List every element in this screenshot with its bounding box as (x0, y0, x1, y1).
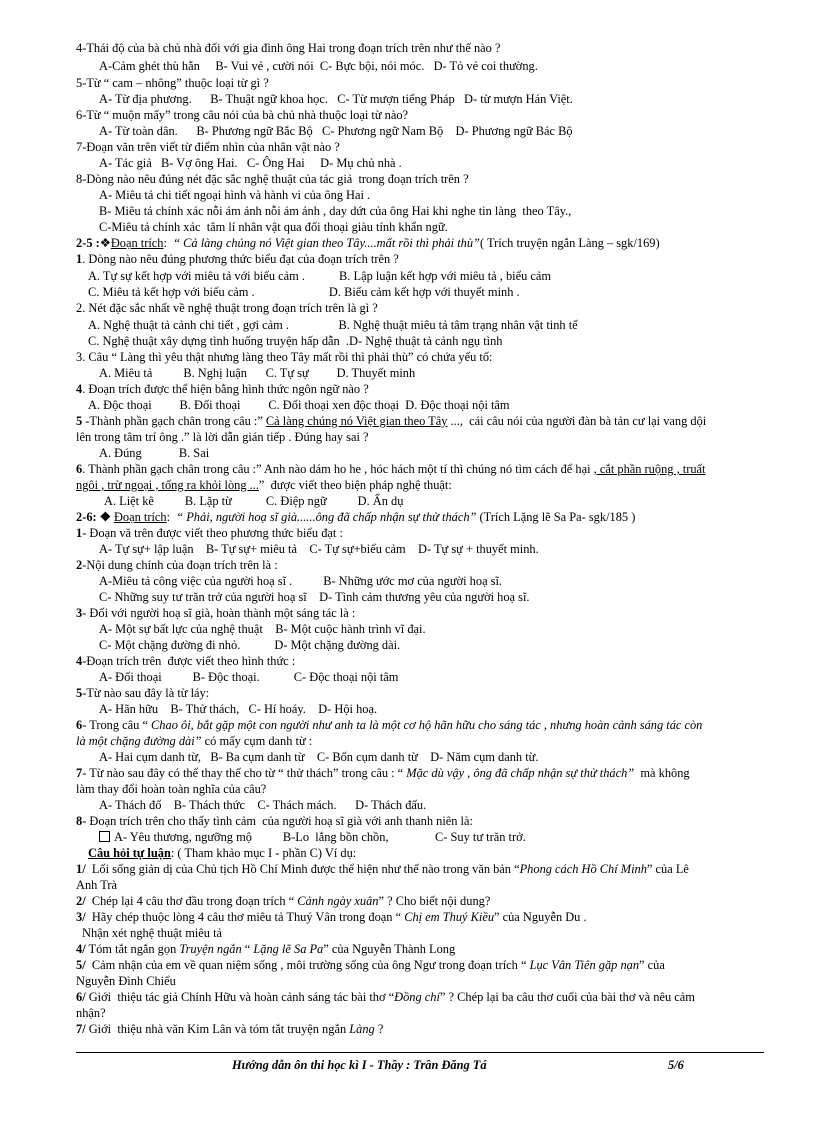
text-run: ” ? Cho biết nội dung? (378, 894, 491, 908)
text-line (76, 525, 343, 541)
text-run: Mặc dù vậy , ông đã chấp nhận sự thử thách” (406, 766, 635, 780)
text-line (99, 58, 538, 74)
text-run: Truyện ngắn (179, 942, 242, 956)
text-line (99, 541, 539, 557)
text-run: 1 (76, 526, 83, 540)
text-line (88, 845, 356, 861)
text-run: C-Miêu tả chính xác tâm lí nhân vật qua đối thoại giàu tính khẩn ngữ. (99, 220, 448, 234)
text-run: A- Tự sự+ lập luận B- Tự sự+ miêu tả C- Tự sự+biểu cảm D- Tự sự + thuyết minh. (99, 542, 539, 556)
text-line (76, 40, 500, 56)
text-line (99, 589, 530, 605)
text-run: A. Miêu tả B. Nghị luận C. Tự sự D. Thuyết minh (99, 366, 416, 380)
text-line (99, 123, 573, 139)
text-run: ” của Nguyễn Du . (494, 910, 587, 924)
text-run: Lặng lẽ Sa Pa (253, 942, 324, 956)
footer-title: Hướng dẫn ôn thi học kì I - Thầy : Trần Đăng Tá (232, 1058, 487, 1072)
text-line (99, 669, 398, 685)
text-run: 7-Đoạn văn trên viết từ điểm nhìn của nhân vật nào ? (76, 140, 340, 154)
text-run: Cảnh ngày xuân (297, 894, 379, 908)
text-line (76, 941, 455, 957)
text-run: : ( Tham khảo mục I - phần C) Ví dụ: (170, 846, 357, 860)
text-run: Cả làng chúng nó Việt gian theo Tây (265, 414, 448, 428)
text-run: ngôi , trừ ngoại , tống ra khỏi lòng ... (76, 478, 259, 492)
text-run: 4 (76, 654, 83, 668)
text-run: Câu hỏi tự luận (88, 846, 171, 860)
text-run: 2-6: ❖ (76, 510, 114, 524)
text-line (76, 909, 587, 925)
text-run: (Trích Lặng lẽ Sa Pa- sgk/185 ) (476, 510, 636, 524)
text-line (76, 717, 702, 733)
text-run: 8-Dòng nào nêu đúng nét đặc sắc nghệ thuật của tác giả trong đoạn trích trên ? (76, 172, 469, 186)
text-run: , cắt phần ruộng , truất (593, 462, 706, 476)
text-run: ” của Nguyễn Thành Long (323, 942, 456, 956)
text-run: A- Một sự bất lực của nghệ thuật B- Một cuộc hành trình vĩ đại. (99, 622, 426, 636)
text-run: A. Đúng B. Sai (99, 446, 210, 460)
text-run: -Nội dung chính của đoạn trích trên là : (82, 558, 278, 572)
text-line (76, 813, 473, 829)
text-line (76, 989, 695, 1005)
text-run: -Thành phần gạch chân trong câu :” (82, 414, 266, 428)
text-run: 2 (76, 558, 83, 572)
text-run: 6 (76, 462, 83, 476)
text-line (76, 765, 690, 781)
text-line (99, 829, 526, 845)
text-run: Lục Vân Tiên gặp nạn (529, 958, 640, 972)
text-run: Hãy chép thuộc lòng 4 câu thơ miêu tả Thuý Vân trong đoạn “ (85, 910, 405, 924)
text-line (76, 1005, 106, 1021)
text-run: 1 (76, 252, 83, 266)
text-run: ( Trích truyện ngắn Làng – sgk/169) (479, 236, 660, 250)
text-run: 5-Từ “ cam – nhông” thuộc loại từ gì ? (76, 76, 269, 90)
text-run: 4 (76, 382, 83, 396)
text-run: 5 (76, 686, 83, 700)
text-run: nhận? (76, 1006, 106, 1020)
text-line (76, 605, 355, 621)
text-run: Lối sống giản dị của Chủ tịch Hồ Chí Minh được thể hiện như thế nào trong văn bản “ (85, 862, 520, 876)
text-run: làm thay đổi hoàn toàn nghĩa của câu? (76, 782, 267, 796)
text-run: A. Nghệ thuật tả cảnh chi tiết , gợi cảm . B. Nghệ thuật miêu tả tâm trạng nhân vật tinh tế (88, 318, 578, 332)
text-run: . Thành phần gạch chân trong câu :” Anh nào dám ho he , hóc hách một tí thì chúng nó tìm cách để hại (82, 462, 594, 476)
text-run: A-Cảm ghét thù hằn B- Vui vẻ , cười nói C- Bực bội, nói móc. D- Tỏ vẻ coi thường. (99, 59, 538, 73)
text-run: 2-5 : (76, 236, 100, 250)
text-run: . Dòng nào nêu đúng phương thức biểu đạt của đoạn trích trên ? (82, 252, 399, 266)
text-run: A- Yêu thương, ngưỡng mộ B-Lo lắng bồn chồn, C- Suy tư trăn trở. (114, 830, 526, 844)
text-line (99, 701, 377, 717)
text-run: A- Hãn hữu B- Thử thách, C- Hí hoáy. D- Hội hoạ. (99, 702, 378, 716)
text-line (88, 333, 503, 349)
text-run: ..., cái câu nói của người đàn bà tản cư lại vang dội (447, 414, 707, 428)
text-run: A- Từ toàn dân. B- Phương ngữ Bắc Bộ C- Phương ngữ Nam Bộ D- Phương ngữ Bác Bộ (99, 124, 573, 138)
text-run: 4-Thái độ của bà chủ nhà đối với gia đình ông Hai trong đoạn trích trên như thế nào ? (76, 41, 501, 55)
text-line (76, 75, 269, 91)
text-run: A- Hai cụm danh từ, B- Ba cụm danh từ C- Bốn cụm danh từ D- Năm cụm danh từ. (99, 750, 539, 764)
text-run: A- Từ địa phương. B- Thuật ngữ khoa học. C- Từ mượn tiếng Pháp D- từ mượn Hán Việt. (99, 92, 573, 106)
text-run: C. Nghệ thuật xây dựng tình huống truyện hấp dẫn .D- Nghệ thuật tả cảnh ngụ tình (88, 334, 503, 348)
text-run: - Từ nào sau đây có thể thay thế cho từ “ thử thách” trong câu : “ (82, 766, 407, 780)
text-run: -Đoạn trích trên được viết theo hình thức : (82, 654, 296, 668)
text-run: Chao ôi, bắt gặp một con người như anh ta là một cơ hộ hãn hữu cho sáng tác , nhưng hoàn cảnh sáng tác còn (151, 718, 703, 732)
footer-divider (76, 1052, 764, 1053)
text-run: 8 (76, 814, 83, 828)
text-run: 5 (76, 414, 83, 428)
text-run: “ (241, 942, 254, 956)
text-line (99, 573, 502, 589)
text-line (76, 251, 399, 267)
text-line (99, 621, 426, 637)
text-run: A. Độc thoại B. Đối thoại C. Đối thoại xen độc thoại D. Độc thoại nội tâm (88, 398, 510, 412)
text-line (88, 268, 551, 284)
text-run: - Đoạn trích trên cho thấy tình cảm của người hoạ sĩ già với anh thanh niên là: (82, 814, 473, 828)
text-run: Cảm nhận của em về quan niệm sống , môi trường sống của ông Ngư trong đoạn trích “ (85, 958, 530, 972)
text-run: 7/ (76, 1022, 86, 1036)
text-line (76, 461, 705, 477)
text-line (99, 749, 538, 765)
text-line (99, 187, 370, 203)
text-line (99, 91, 573, 107)
text-line (88, 397, 510, 413)
text-run: 2. Nét đặc sắc nhất về nghệ thuật trong đoạn trích trên là gì ? (76, 301, 378, 315)
text-line (76, 973, 176, 989)
footer-page-number: 5/6 (668, 1058, 684, 1072)
text-run: A- Thách đố B- Thách thức C- Thách mách. D- Thách đấu. (99, 798, 427, 812)
text-run: Đoạn trích (110, 236, 164, 250)
text-line (76, 300, 378, 316)
text-line (76, 171, 469, 187)
text-line (99, 637, 400, 653)
text-run: có mấy cụm danh từ : (201, 734, 313, 748)
text-line (99, 219, 448, 235)
text-line (76, 877, 117, 893)
text-run: Giới thiệu nhà văn Kim Lân và tóm tắt truyện ngắn (85, 1022, 350, 1036)
text-run: “ Cả làng chúng nó Việt gian theo Tây....mất rồi thì phải thù” (173, 236, 480, 250)
text-line (88, 317, 578, 333)
text-line (76, 477, 452, 493)
text-line (76, 107, 408, 123)
text-run: C- Những suy tư trăn trở của người hoạ sĩ D- Tình cảm thương yêu của người hoạ sĩ. (99, 590, 530, 604)
text-run: A-Miêu tả công việc của người hoạ sĩ . B- Những ước mơ của người hoạ sĩ. (99, 574, 503, 588)
checkbox-icon (99, 831, 110, 842)
text-run: A. Liệt kê B. Lặp từ C. Điệp ngữ D. Ẩn dụ (104, 494, 404, 508)
text-run: Làng (349, 1022, 375, 1036)
text-run: 6-Từ “ muộn mấy” trong câu nói của bà chủ nhà thuộc loại từ nào? (76, 108, 409, 122)
text-run: - Đoạn vă trên được viết theo phương thức biểu đạt : (82, 526, 343, 540)
text-run: Anh Trà (76, 878, 117, 892)
text-run: “ Phải, người hoạ sĩ già......ông đã chấp nhận sự thử thách” (176, 510, 477, 524)
text-run: là một chặng đường dài” (76, 734, 202, 748)
text-line (76, 733, 312, 749)
text-run: : (166, 510, 177, 524)
text-run: Tóm tắt ngắn gọn (85, 942, 180, 956)
text-run: ” được viết theo biện pháp nghệ thuật: (258, 478, 452, 492)
text-run: 3/ (76, 910, 86, 924)
text-line (76, 893, 490, 909)
text-run: 7 (76, 766, 83, 780)
text-line (76, 509, 635, 525)
text-run: C. Miêu tả kết hợp với biểu cảm . D. Biểu cảm kết hợp với thuyết minh . (88, 285, 520, 299)
text-line (99, 797, 426, 813)
text-run: 5/ (76, 958, 86, 972)
text-line (76, 781, 266, 797)
text-run: - Đối với người hoạ sĩ già, hoàn thành một sáng tác là : (82, 606, 356, 620)
text-run: Nhận xét nghệ thuật miêu tả (82, 926, 223, 940)
text-run: 4/ (76, 942, 86, 956)
text-line (76, 413, 706, 429)
text-run: ” của (639, 958, 665, 972)
text-run: 1/ (76, 862, 86, 876)
text-line (99, 155, 402, 171)
text-run: mà không (634, 766, 690, 780)
text-run: Chép lại 4 câu thơ đầu trong đoạn trích “ (85, 894, 298, 908)
text-run: ? (374, 1022, 384, 1036)
text-run: - Trong câu “ (82, 718, 152, 732)
text-line (76, 1021, 383, 1037)
text-line (76, 957, 665, 973)
text-line (99, 445, 209, 461)
text-line (99, 203, 571, 219)
text-run: C- Một chặng đường đi nhỏ. D- Một chặng đường dài. (99, 638, 401, 652)
text-run: 3 (76, 606, 83, 620)
text-line (76, 653, 295, 669)
text-run: ” ? Chép lại ba câu thơ cuối của bài thơ và nêu cảm (439, 990, 695, 1004)
text-run: 6 (76, 718, 83, 732)
text-line (76, 861, 689, 877)
text-run: Phong cách Hồ Chí Minh (519, 862, 647, 876)
text-run: lên trong tâm trí ông .” là lời dẫn gián tiếp . Đúng hay sai ? (76, 430, 369, 444)
text-run: 3. Câu “ Làng thì yêu thật nhưng làng theo Tây mất rồi thì phải thù” có chứa yếu tố: (76, 350, 493, 364)
text-run: A. Tự sự kết hợp với miêu tả với biểu cảm . B. Lập luận kết hợp với miêu tả , biểu cảm (88, 269, 552, 283)
text-line (88, 284, 520, 300)
text-run: A- Miêu tả chi tiết ngoại hình và hành vi của ông Hai . (99, 188, 371, 202)
text-run: Nguyễn Đình Chiểu (76, 974, 176, 988)
text-run: Đồng chí (394, 990, 440, 1004)
text-run: -Từ nào sau đây là từ láy: (82, 686, 210, 700)
text-line (104, 493, 403, 509)
text-run: A- Tác giả B- Vợ ông Hai. C- Ông Hai D- Mụ chủ nhà . (99, 156, 402, 170)
text-run: : (163, 236, 174, 250)
text-line (76, 139, 340, 155)
text-run: 6/ (76, 990, 86, 1004)
text-run: ❖ (99, 236, 111, 250)
text-run: . Đoạn trích được thể hiện bằng hình thức ngôn ngữ nào ? (82, 382, 369, 396)
text-line (76, 349, 492, 365)
text-line (76, 429, 369, 445)
text-line (76, 381, 369, 397)
text-run: B- Miêu tả chính xác nỗi ám ảnh nỗi ám ảnh , day dứt của ông Hai khi nghe tin làng theo Tây., (99, 204, 572, 218)
text-line (76, 235, 660, 251)
text-run: Đoạn trích (113, 510, 167, 524)
text-run: ” của Lê (646, 862, 689, 876)
text-line (76, 685, 209, 701)
text-run: Chị em Thuý Kiều (404, 910, 495, 924)
text-run: A- Đối thoại B- Độc thoại. C- Độc thoại nội tâm (99, 670, 399, 684)
text-line (76, 557, 278, 573)
text-run: Giới thiệu tác giả Chính Hữu và hoàn cảnh sáng tác bài thơ “ (85, 990, 395, 1004)
text-line (82, 925, 222, 941)
text-line (99, 365, 415, 381)
text-run: 2/ (76, 894, 86, 908)
